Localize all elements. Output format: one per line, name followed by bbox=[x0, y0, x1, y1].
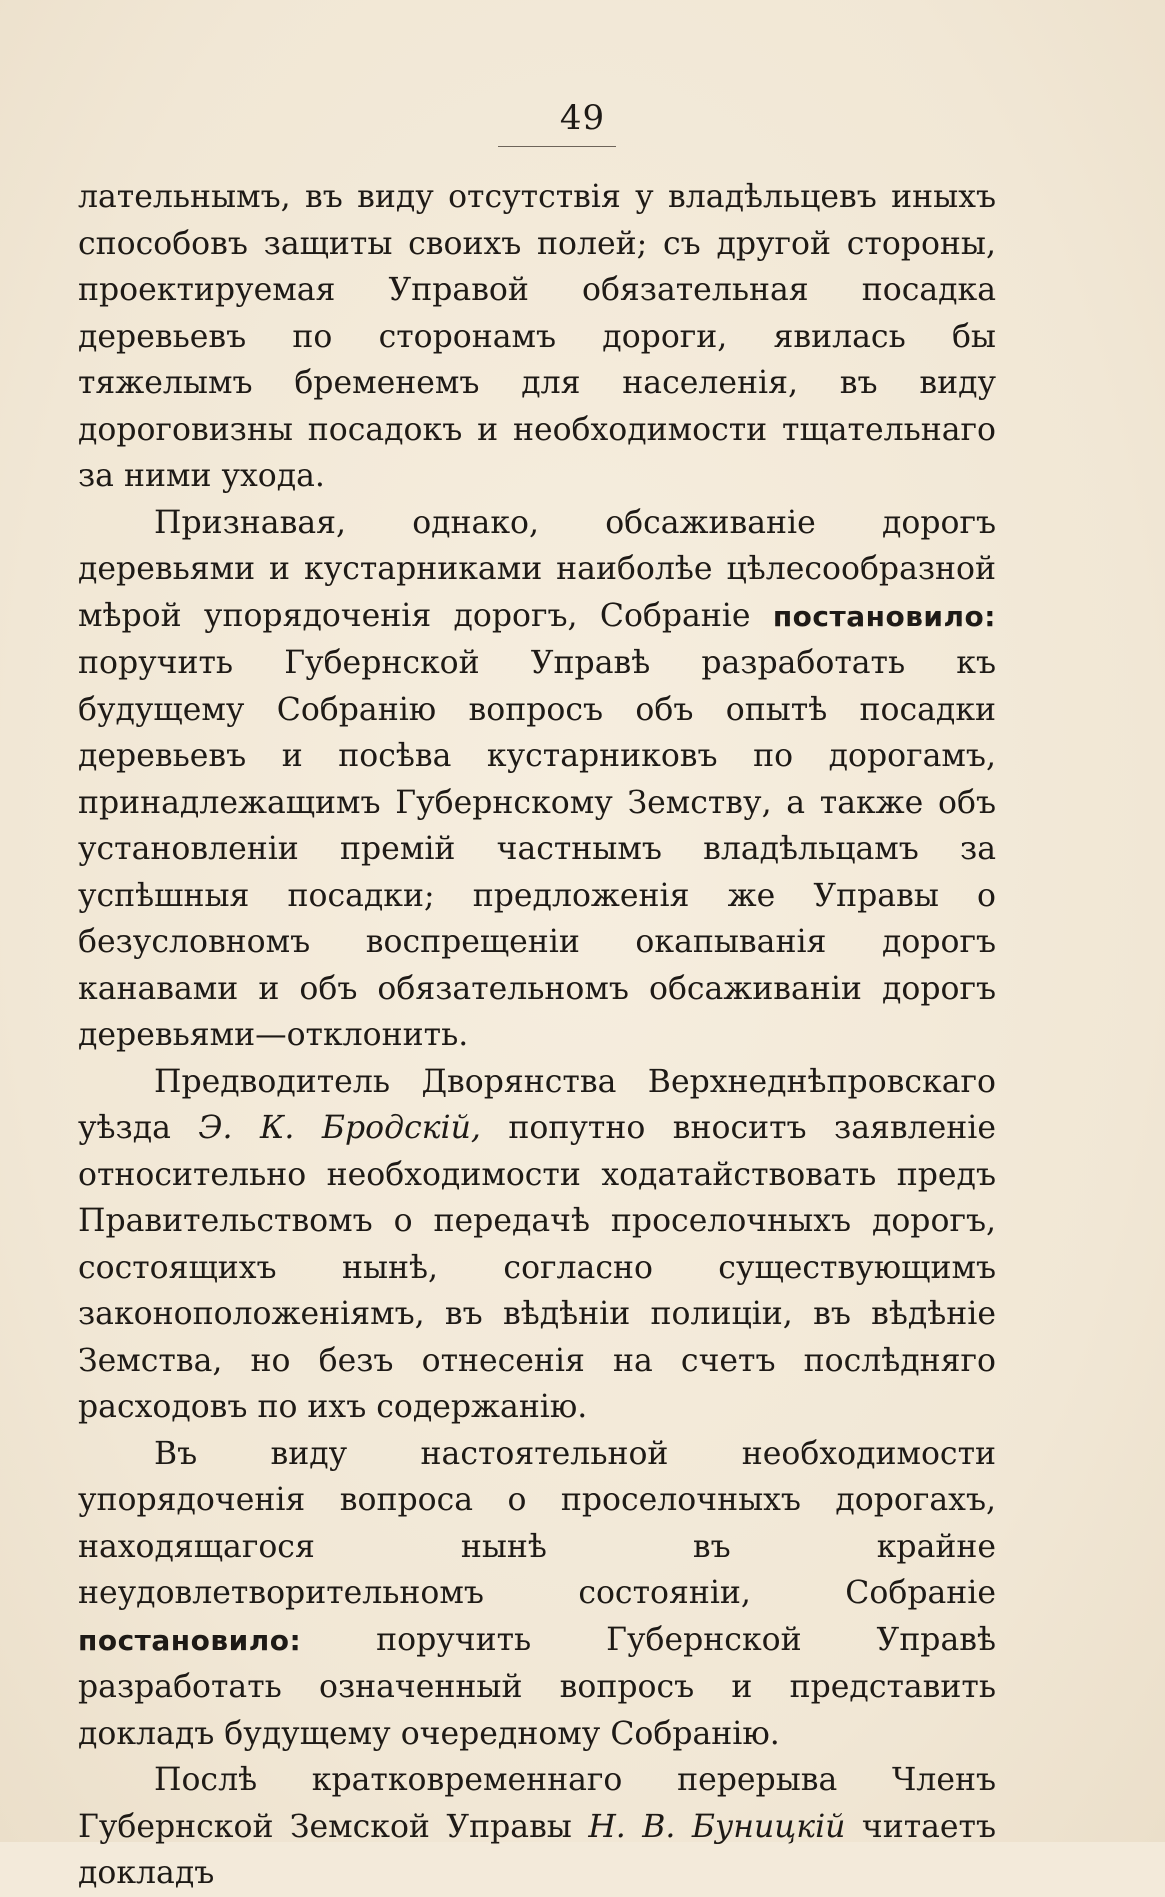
page-number: 49 bbox=[559, 98, 606, 138]
paragraph-text: Послѣ кратковременнаго перерыва Членъ Губернской Земской Управы bbox=[78, 1762, 996, 1845]
paragraph-4 bbox=[78, 1431, 996, 1758]
paragraph-text: поручить Губернской Управѣ разработать означенный вопросъ и представить докладъ будущему очередному Собранію. bbox=[78, 1621, 996, 1752]
emphasis-postanovilo: постановило: bbox=[78, 1623, 302, 1657]
emphasis-postanovilo: постановило: bbox=[772, 599, 996, 633]
person-name: Э. К. Бродскій, bbox=[198, 1110, 481, 1146]
paragraph-3 bbox=[78, 1059, 996, 1431]
paragraph-text: Въ виду настоятельной необходимости упорядоченія вопроса о проселочныхъ дорогахъ, находящагося нынѣ въ крайне неудовлетворительномъ состояніи, Собраніе bbox=[78, 1435, 996, 1611]
person-name: Н. В. Буницкій bbox=[588, 1808, 846, 1845]
paragraph-text: поручить Губернской Управѣ разработать къ будущему Собранію вопросъ объ опытѣ посадки деревьевъ и посѣва кустарниковъ по дорогамъ, принадлежащимъ Губернскому Земству, а также объ установленіи премій частнымъ владѣльцамъ за успѣшныя посадки; предложенія же Управы о безусловномъ воспрещеніи окапыванія дорогъ канавами и объ обязательномъ обсаживаніи дорогъ деревьями—отклонить. bbox=[78, 645, 996, 1053]
paragraph-1 bbox=[78, 174, 996, 500]
paragraph-2 bbox=[78, 500, 996, 1059]
paragraph-text: Предводитель Дворянства Верхнеднѣпровскаго уѣзда bbox=[78, 1063, 996, 1146]
paragraph-text: попутно вноситъ заявленіе относительно необходимости ходатайствовать предъ Правительствомъ о передачѣ проселочныхъ дорогъ, состоящихъ нынѣ, согласно существующимъ законоположеніямъ, въ вѣдѣніи полиціи, въ вѣдѣніе Земства, но безъ отнесенія на счетъ послѣдняго расходовъ по ихъ содержанію. bbox=[78, 1110, 996, 1425]
paragraph-text: лательнымъ, въ виду отсутствія у владѣльцевъ иныхъ способовъ защиты своихъ полей; съ другой стороны, проектируемая Управой обязательная посадка деревьевъ по сторонамъ дороги, явилась бы тяжелымъ бременемъ для населенія, въ виду дороговизны посадокъ и необходимости тщательнаго за ними ухода. bbox=[78, 179, 996, 494]
paragraph-5 bbox=[78, 1757, 996, 1897]
body-text bbox=[78, 174, 996, 1897]
paragraph-text: читаетъ докладъ bbox=[78, 1808, 997, 1891]
paragraph-text: Признавая, однако, обсаживаніе дорогъ деревьями и кустарниками наиболѣе цѣлесообразной мѣрой упорядоченія дорогъ, Собраніе bbox=[78, 504, 996, 634]
header-rule bbox=[498, 146, 616, 147]
